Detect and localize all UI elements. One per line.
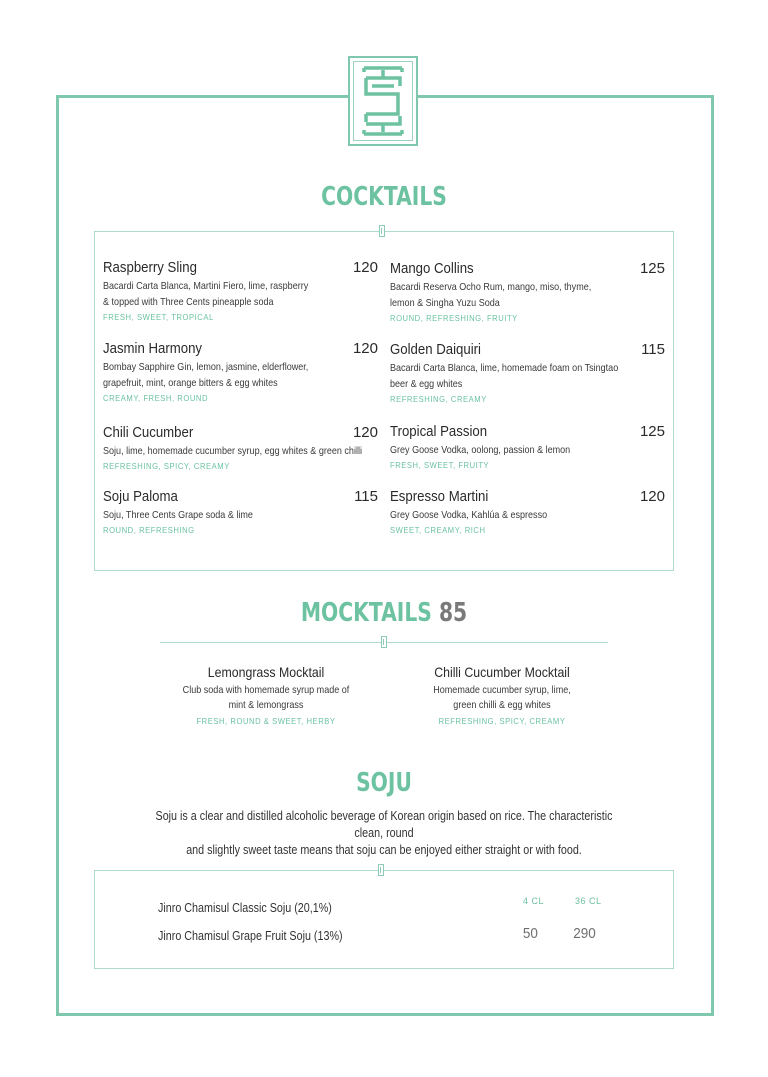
- cocktail-item: Tropical Passion 125 Grey Goose Vodka, oolong, passion & lemon FRESH, SWEET, FRUITY: [390, 423, 665, 470]
- price: 115: [641, 341, 665, 358]
- price: 120: [639, 488, 665, 505]
- divider-knot-icon: [381, 636, 387, 648]
- mocktail-item: Chilli Cucumber Mocktail Homemade cucumber syrup, lime, green chilli & egg whites REFRESHING, SPICY, CREAMY: [433, 664, 571, 726]
- cocktail-item: Jasmin Harmony 120 Bombay Sapphire Gin, lemon, jasmine, elderflower, grapefruit, mint, orange bitters & egg whites CREAMY, FRESH, ROUND: [103, 340, 378, 403]
- cocktail-item: Soju Paloma 115 Soju, Three Cents Grape soda & lime ROUND, REFRESHING: [103, 488, 378, 535]
- price: 115: [354, 488, 378, 505]
- soju-item: Jinro Chamisul Grape Fruit Soju (13%): [158, 929, 343, 943]
- soju-heading: SOJU: [356, 768, 412, 798]
- divider-knot-icon: [379, 225, 385, 237]
- price-4cl: 50: [522, 925, 538, 942]
- ks-monogram-logo: [348, 56, 418, 146]
- column-header-36cl: 36 CL: [575, 896, 602, 906]
- soju-item: Jinro Chamisul Classic Soju (20,1%): [158, 901, 332, 915]
- price-36cl: 290: [573, 925, 596, 942]
- price: 125: [639, 260, 665, 277]
- mocktails-price: 85: [438, 598, 468, 628]
- soju-box: [94, 870, 674, 969]
- cocktail-item: Raspberry Sling 120 Bacardi Carta Blanca, Martini Fiero, lime, raspberry & topped with Three Cents pineapple soda FRESH, SWEET, TROPICAL: [103, 259, 378, 322]
- mocktails-heading: MOCKTAILS 85: [300, 598, 468, 628]
- price: 120: [352, 259, 378, 276]
- price: 125: [639, 423, 665, 440]
- cocktail-item: Chili Cucumber 120 Soju, lime, homemade cucumber syrup, egg whites & green chilli REFRESHING, SPICY, CREAMY: [103, 424, 378, 471]
- soju-description: Soju is a clear and distilled alcoholic beverage of Korean origin based on rice. The characteristic clean, round and slightly sweet taste means that soju can be enjoyed either straight or with food.: [155, 809, 613, 857]
- cocktail-item: Golden Daiquiri 115 Bacardi Carta Blanca, lime, homemade foam on Tsingtao beer & egg whites REFRESHING, CREAMY: [390, 341, 665, 404]
- divider-knot-icon: [378, 864, 384, 876]
- price: 120: [352, 340, 378, 357]
- price: 120: [352, 424, 378, 441]
- cocktail-item: Mango Collins 125 Bacardi Reserva Ocho Rum, mango, miso, thyme, lemon & Singha Yuzu Soda ROUND, REFRESHING, FRUITY: [390, 260, 665, 323]
- column-header-4cl: 4 CL: [523, 896, 545, 906]
- mocktail-item: Lemongrass Mocktail Club soda with homemade syrup made of mint & lemongrass FRESH, ROUND & SWEET, HERBY: [182, 664, 350, 726]
- cocktail-item: Espresso Martini 120 Grey Goose Vodka, Kahlúa & espresso SWEET, CREAMY, RICH: [390, 488, 665, 535]
- cocktails-heading: COCKTAILS: [321, 182, 447, 212]
- logo-icon: [358, 64, 408, 138]
